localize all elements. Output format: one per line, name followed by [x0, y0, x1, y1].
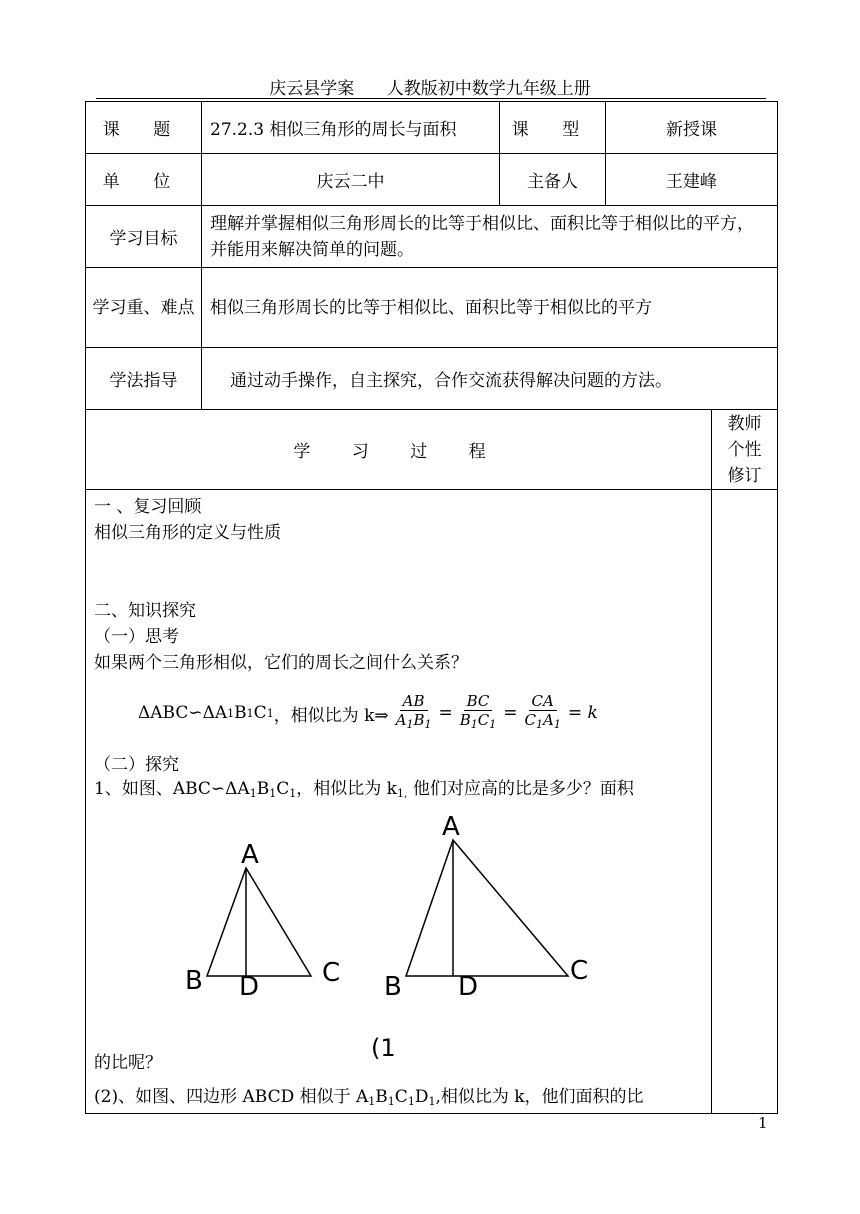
type-value: 新授课	[606, 102, 778, 154]
page-header	[0, 74, 860, 99]
question-1-end: 的比呢？	[94, 1053, 162, 1073]
header-book: 人教版初中数学九年级上册	[386, 79, 591, 99]
triangle-left	[207, 868, 311, 976]
goal-value: 理解并掌握相似三角形周长的比等于相似比、面积比等于相似比的平方，并能用来解决简单的问题。	[202, 206, 778, 268]
review-title: 一 、复习回顾	[94, 497, 202, 517]
preparer-value: 王建峰	[606, 154, 778, 206]
topic-label: 课 题	[86, 102, 202, 154]
think-question: 如果两个三角形相似，它们的周长之间什么关系？	[94, 653, 468, 673]
key-label: 学习重、难点	[86, 268, 202, 348]
unit-value: 庆云二中	[202, 154, 500, 206]
label-b-right: B	[384, 972, 402, 1002]
think-heading: （一）思考	[94, 627, 179, 647]
label-a-right: A	[442, 812, 460, 842]
explore-heading: （二）探究	[94, 755, 179, 775]
label-c-left: C	[322, 958, 341, 988]
process-body	[86, 490, 712, 1114]
teacher-revision-cell	[712, 490, 778, 1114]
figure-caption: (1	[371, 1034, 396, 1062]
unit-label: 单 位	[86, 154, 202, 206]
header-school: 庆云县学案	[269, 79, 355, 99]
teacher-revision-header: 教师个性修订	[712, 410, 778, 490]
method-value: 通过动手操作，自主探究，合作交流获得解决问题的方法。	[202, 348, 778, 410]
question-2: (2)、如图、四边形 ABCD 相似于 $A_1B_1C_1D_1$,相似比为 k，他们面积的比	[94, 1087, 644, 1108]
fraction-ab: $\frac{AB}{A_1B_1}$	[395, 692, 432, 731]
similarity-formula: ΔABC∽ΔA 1 B 1 C 1 ，相似比为 k⇒ $\frac{AB}{A_1B_1}$ = $\frac{BC}{B_1C_1}$ = $\frac{CA}{C_1A_1}$ = k	[138, 692, 598, 734]
label-d-right: D	[458, 972, 479, 1002]
fraction-ca: $\frac{CA}{C_1A_1}$	[524, 692, 561, 731]
page-number: 1	[758, 1114, 768, 1132]
label-b-left: B	[185, 966, 203, 996]
process-title: 学 习 过 程	[86, 410, 712, 490]
triangle-right	[406, 840, 568, 976]
review-text: 相似三角形的定义与性质	[94, 523, 281, 543]
method-label: 学法指导	[86, 348, 202, 410]
explore-title: 二、知识探究	[94, 601, 196, 621]
lesson-table	[85, 101, 778, 1114]
header-rule	[96, 98, 766, 99]
preparer-label: 主备人	[500, 154, 606, 206]
label-c-right: C	[570, 956, 589, 986]
formula-mid: ，相似比为 k⇒	[273, 705, 389, 726]
label-a-left: A	[241, 840, 259, 870]
goal-label: 学习目标	[86, 206, 202, 268]
topic-value: 27.2.3 相似三角形的周长与面积	[202, 102, 500, 154]
fraction-bc: $\frac{BC}{B_1C_1}$	[459, 692, 497, 731]
type-label: 课 型	[500, 102, 606, 154]
question-1: 1、如图、$ABC∽\Delta A_1B_1C_1$，相似比为 $k_{1,}$ 他们对应高的比是多少？面积	[94, 779, 634, 800]
label-d-left: D	[239, 972, 260, 1002]
formula-prefix: ΔABC∽ΔA	[138, 703, 228, 723]
key-value: 相似三角形周长的比等于相似比、面积比等于相似比的平方	[202, 268, 778, 348]
